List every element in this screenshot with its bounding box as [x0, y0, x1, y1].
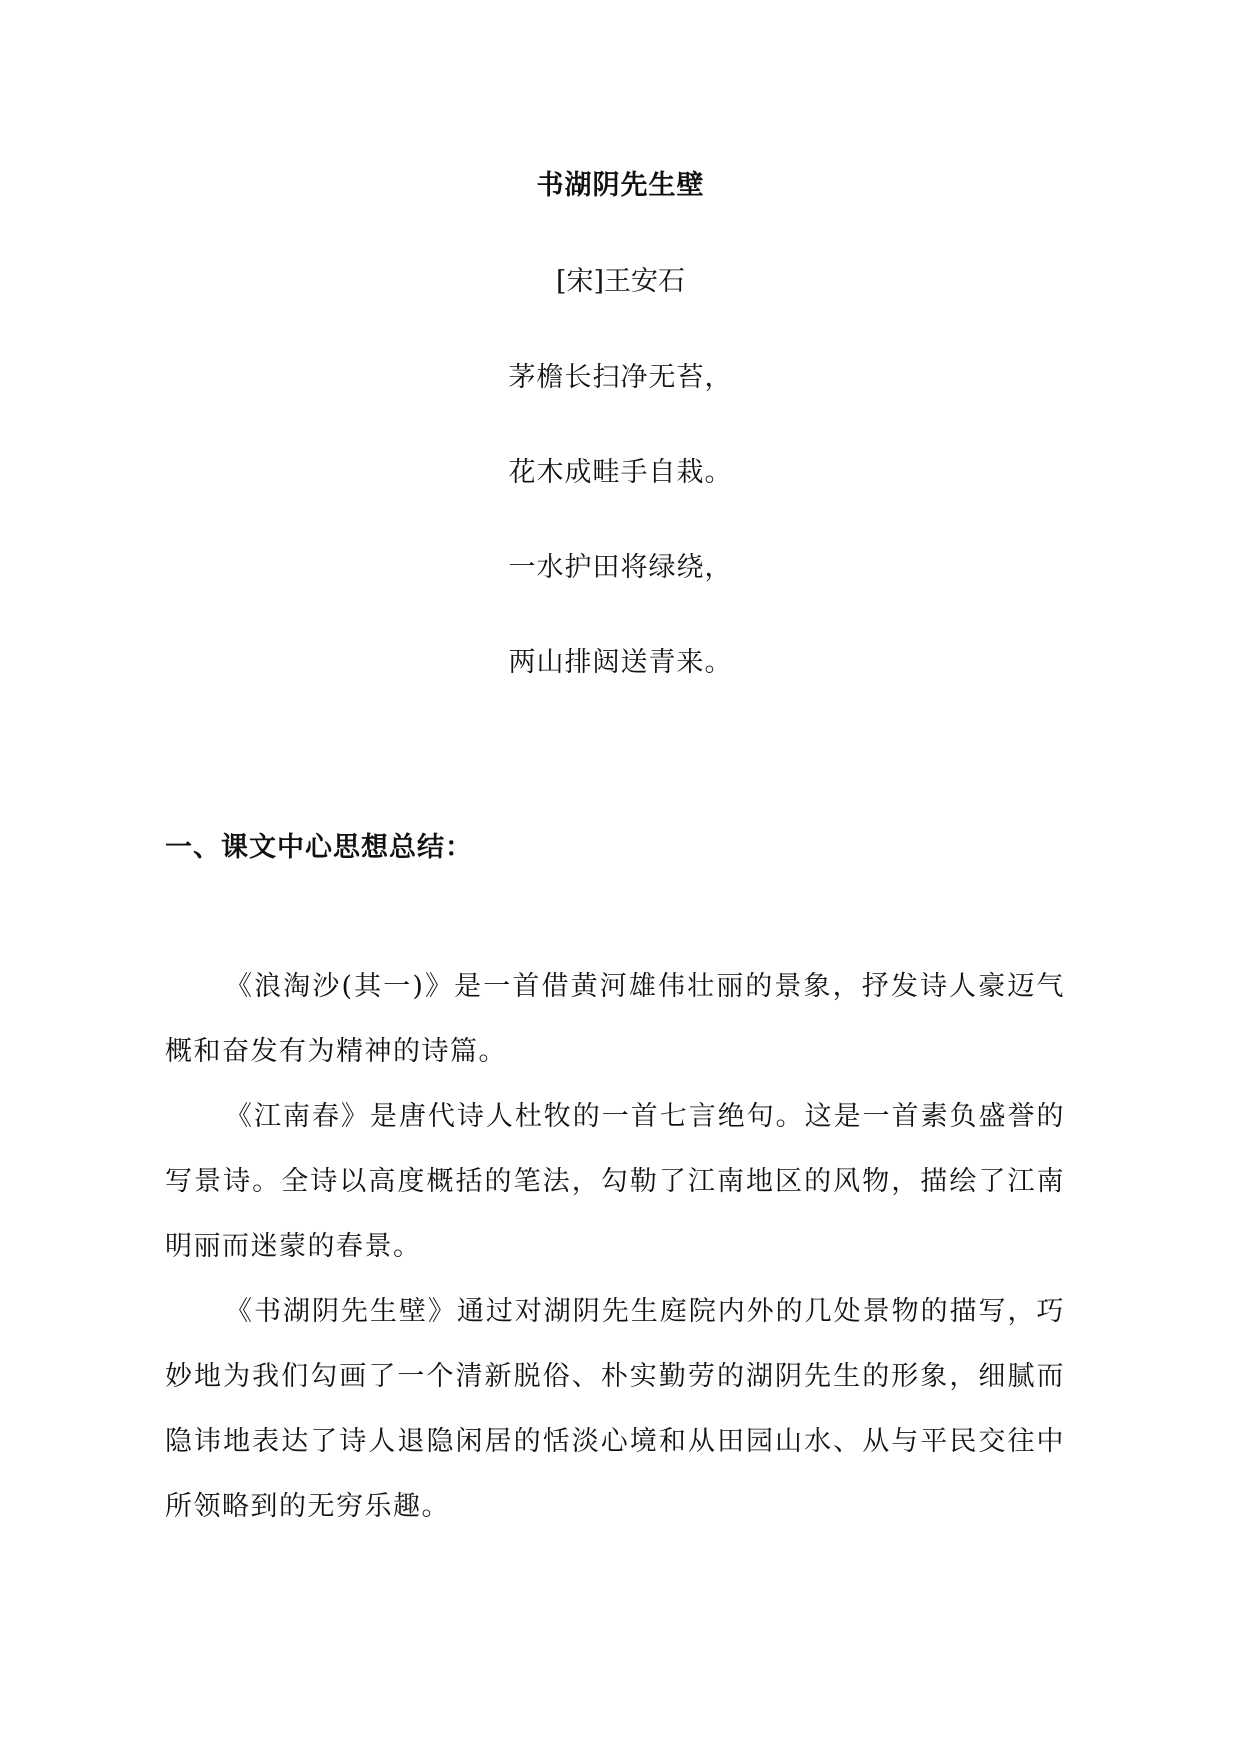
poem-author: [宋]王安石 [555, 266, 686, 297]
poem-line-4: 两山排闼送青来。 [508, 647, 733, 678]
poem-line-2: 花木成畦手自栽。 [508, 457, 733, 488]
poem-line-1: 茅檐长扫净无苔， [508, 362, 733, 393]
summary-paragraph-3: 《书湖阴先生壁》通过对湖阴先生庭院内外的几处景物的描写，巧妙地为我们勾画了一个清新脱俗、朴实勤劳的湖阴先生的形象，细腻而隐讳地表达了诗人退隐闲居的恬淡心境和从田园山水、从与平民交往中所领略到的无穷乐趣。 [165, 1296, 1065, 1522]
poem-line-3: 一水护田将绿绕， [508, 552, 733, 583]
summary-paragraph-1: 《浪淘沙(其一)》是一首借黄河雄伟壮丽的景象，抒发诗人豪迈气概和奋发有为精神的诗篇。 [165, 971, 1065, 1067]
poem-title: 书湖阴先生壁 [536, 170, 705, 201]
section-heading: 一、课文中心思想总结： [165, 832, 473, 863]
summary-paragraph-2: 《江南春》是唐代诗人杜牧的一首七言绝句。这是一首素负盛誉的写景诗。全诗以高度概括的笔法，勾勒了江南地区的风物，描绘了江南明丽而迷蒙的春景。 [165, 1101, 1065, 1262]
summary-body [165, 954, 1065, 1539]
